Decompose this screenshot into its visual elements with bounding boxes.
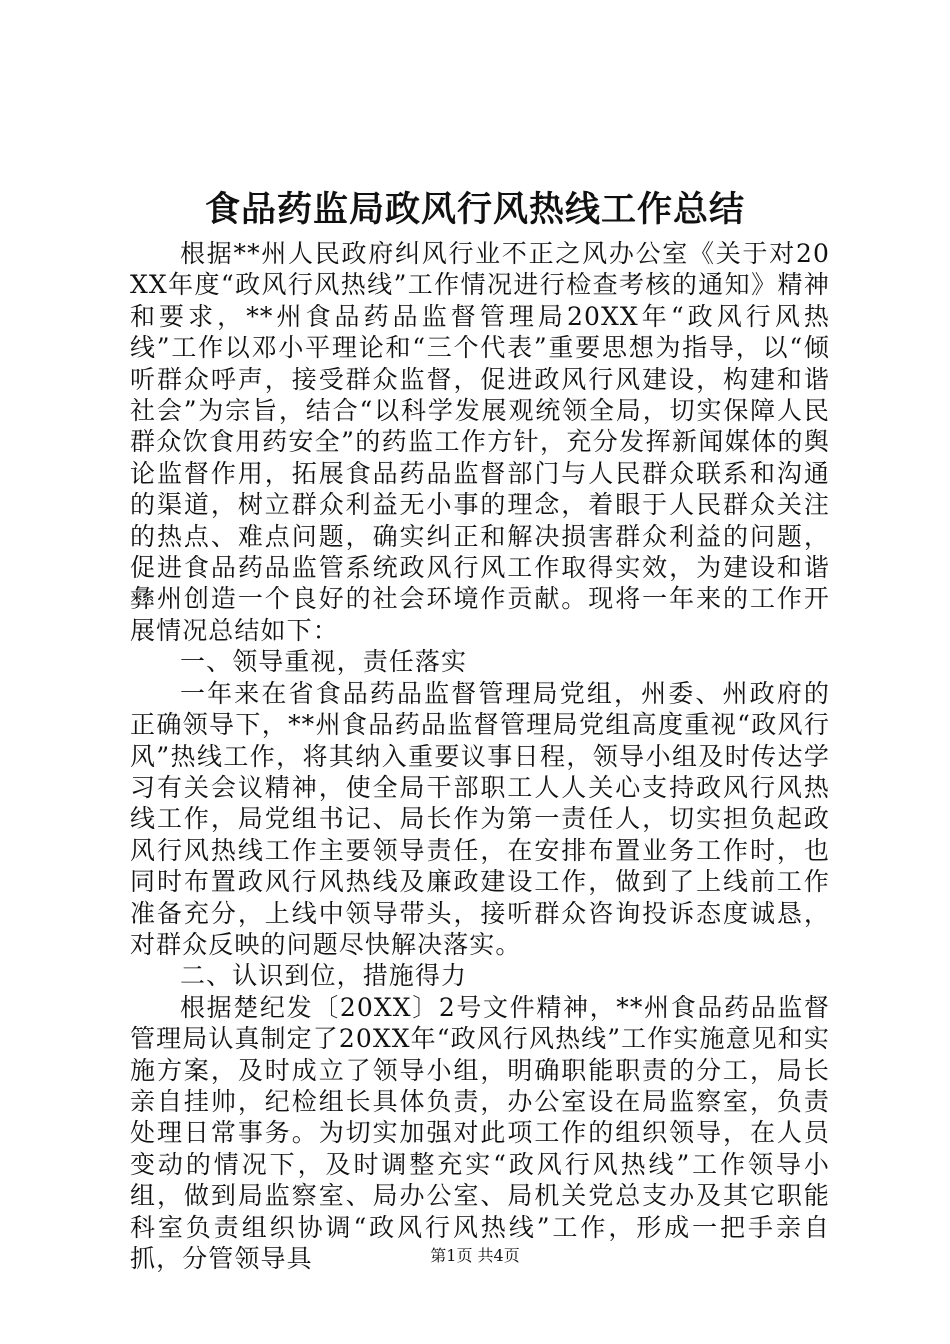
paragraph-intro: 根据**州人民政府纠风行业不正之风办公室《关于对20XX年度“政风行风热线”工作情况进行检查考核的通知》精神和要求，**州食品药品监督管理局20XX年“政风行风热线”工作以邓小平理论和“三个代表”重要思想为指导，以“倾听群众呼声，接受群众监督，促进政风行风建设，构建和谐社会”为宗旨，结合“以科学发展观统领全局，切实保障人民群众饮食用药安全”的药监工作方针，充分发挥新闻媒体的舆论监督作用，拓展食品药品监督部门与人民群众联系和沟通的渠道，树立群众利益无小事的理念，着眼于人民群众关注的热点、难点问题，确实纠正和解决损害群众利益的问题，促进食品药品监管系统政风行风工作取得实效，为建设和谐彝州创造一个良好的社会环境作贡献。现将一年来的工作开展情况总结如下： <box>130 239 830 645</box>
page-total: 共4页 <box>477 1246 520 1265</box>
paragraph-section-1: 一年来在省食品药品监督管理局党组，州委、州政府的正确领导下，**州食品药品监督管理局党组高度重视“政风行风”热线工作，将其纳入重要议事日程，领导小组及时传达学习有关会议精神，使全局干部职工人人关心支持政风行风热线工作，局党组书记、局长作为第一责任人，切实担负起政风行风热线工作主要领导责任，在安排布置业务工作时，也同时布置政风行风热线及廉政建设工作，做到了上线前工作准备充分，上线中领导带头，接听群众咨询投诉态度诚恳，对群众反映的问题尽快解决落实。 <box>130 678 830 959</box>
document-title: 食品药监局政风行风热线工作总结 <box>204 189 745 230</box>
document-body <box>130 238 830 1274</box>
page-number: 第1页 <box>430 1246 473 1265</box>
section-heading-2: 二、认识到位，措施得力 <box>180 961 468 991</box>
paragraph-section-2: 根据楚纪发〔20XX〕2号文件精神，**州食品药品监督管理局认真制定了20XX年“政风行风热线”工作实施意见和实施方案，及时成立了领导小组，明确职能职责的分工，局长亲自挂帅，纪检组长具体负责，办公室设在局监察室，负责处理日常事务。为切实加强对此项工作的组织领导，在人员变动的情况下，及时调整充实“政风行风热线”工作领导小组，做到局监察室、局办公室、局机关党总支办及其它职能科室负责组织协调“政风行风热线”工作，形成一把手亲自抓，分管领导具 <box>130 992 830 1273</box>
page-footer <box>0 1245 950 1267</box>
section-heading-1: 一、领导重视，责任落实 <box>180 647 468 677</box>
